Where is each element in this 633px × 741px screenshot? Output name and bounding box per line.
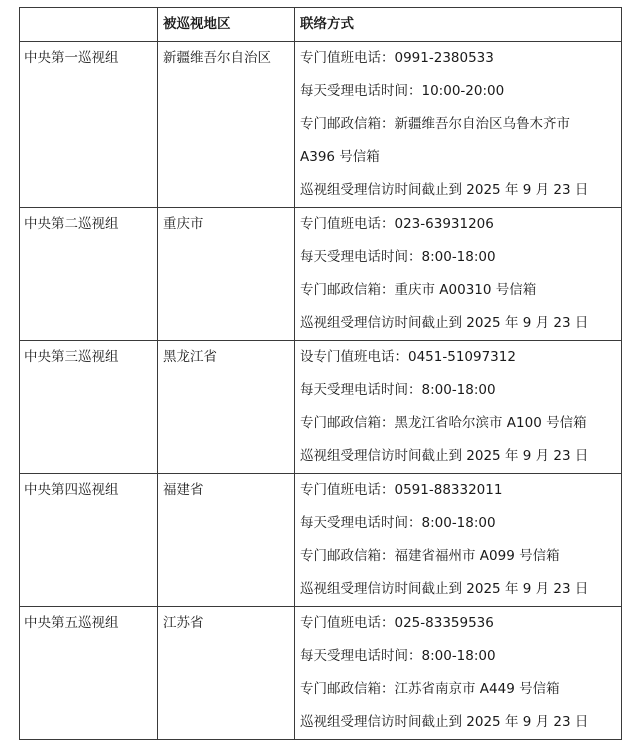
contact-line: 专门邮政信箱：福建省福州市 A099 号信箱 <box>300 548 560 564</box>
group-cell: 中央第三巡视组 <box>20 341 158 474</box>
contact-line: 巡视组受理信访时间截止到 2025 年 9 月 23 日 <box>300 581 589 597</box>
group-cell: 中央第五巡视组 <box>20 607 158 740</box>
table-header-row <box>20 8 622 42</box>
group-cell: 中央第四巡视组 <box>20 474 158 607</box>
table-row <box>20 607 622 740</box>
contact-line: 巡视组受理信访时间截止到 2025 年 9 月 23 日 <box>300 714 589 730</box>
contact-line: 专门值班电话：023-63931206 <box>300 216 494 232</box>
inspection-contact-table <box>19 7 622 740</box>
contact-line: 专门邮政信箱：江苏省南京市 A449 号信箱 <box>300 681 560 697</box>
contact-line: 专门值班电话：025-83359536 <box>300 615 494 631</box>
region-cell: 江苏省 <box>158 607 295 740</box>
contact-cell <box>295 208 622 341</box>
contact-line: 设专门值班电话：0451-51097312 <box>300 349 516 365</box>
header-contact: 联络方式 <box>295 8 622 42</box>
contact-line: 每天受理电话时间：10:00-20:00 <box>300 83 505 99</box>
region-cell: 黑龙江省 <box>158 341 295 474</box>
header-region: 被巡视地区 <box>158 8 295 42</box>
table-row <box>20 474 622 607</box>
table-row <box>20 341 622 474</box>
region-cell: 福建省 <box>158 474 295 607</box>
group-cell: 中央第二巡视组 <box>20 208 158 341</box>
table-row <box>20 42 622 208</box>
group-cell: 中央第一巡视组 <box>20 42 158 208</box>
contact-line: 巡视组受理信访时间截止到 2025 年 9 月 23 日 <box>300 182 589 198</box>
contact-line: A396 号信箱 <box>300 149 380 165</box>
table-row <box>20 208 622 341</box>
contact-line: 专门值班电话：0991-2380533 <box>300 50 494 66</box>
region-cell: 重庆市 <box>158 208 295 341</box>
contact-cell <box>295 341 622 474</box>
contact-line: 专门邮政信箱：重庆市 A00310 号信箱 <box>300 282 537 298</box>
contact-line: 每天受理电话时间：8:00-18:00 <box>300 515 496 531</box>
contact-line: 专门邮政信箱：黑龙江省哈尔滨市 A100 号信箱 <box>300 415 587 431</box>
contact-line: 专门邮政信箱：新疆维吾尔自治区乌鲁木齐市 <box>300 116 570 132</box>
contact-line: 巡视组受理信访时间截止到 2025 年 9 月 23 日 <box>300 315 589 331</box>
contact-cell <box>295 42 622 208</box>
contact-cell <box>295 607 622 740</box>
contact-line: 专门值班电话：0591-88332011 <box>300 482 503 498</box>
region-cell: 新疆维吾尔自治区 <box>158 42 295 208</box>
contact-cell <box>295 474 622 607</box>
contact-line: 每天受理电话时间：8:00-18:00 <box>300 382 496 398</box>
header-group <box>20 8 158 42</box>
contact-line: 每天受理电话时间：8:00-18:00 <box>300 249 496 265</box>
contact-line: 每天受理电话时间：8:00-18:00 <box>300 648 496 664</box>
contact-line: 巡视组受理信访时间截止到 2025 年 9 月 23 日 <box>300 448 589 464</box>
